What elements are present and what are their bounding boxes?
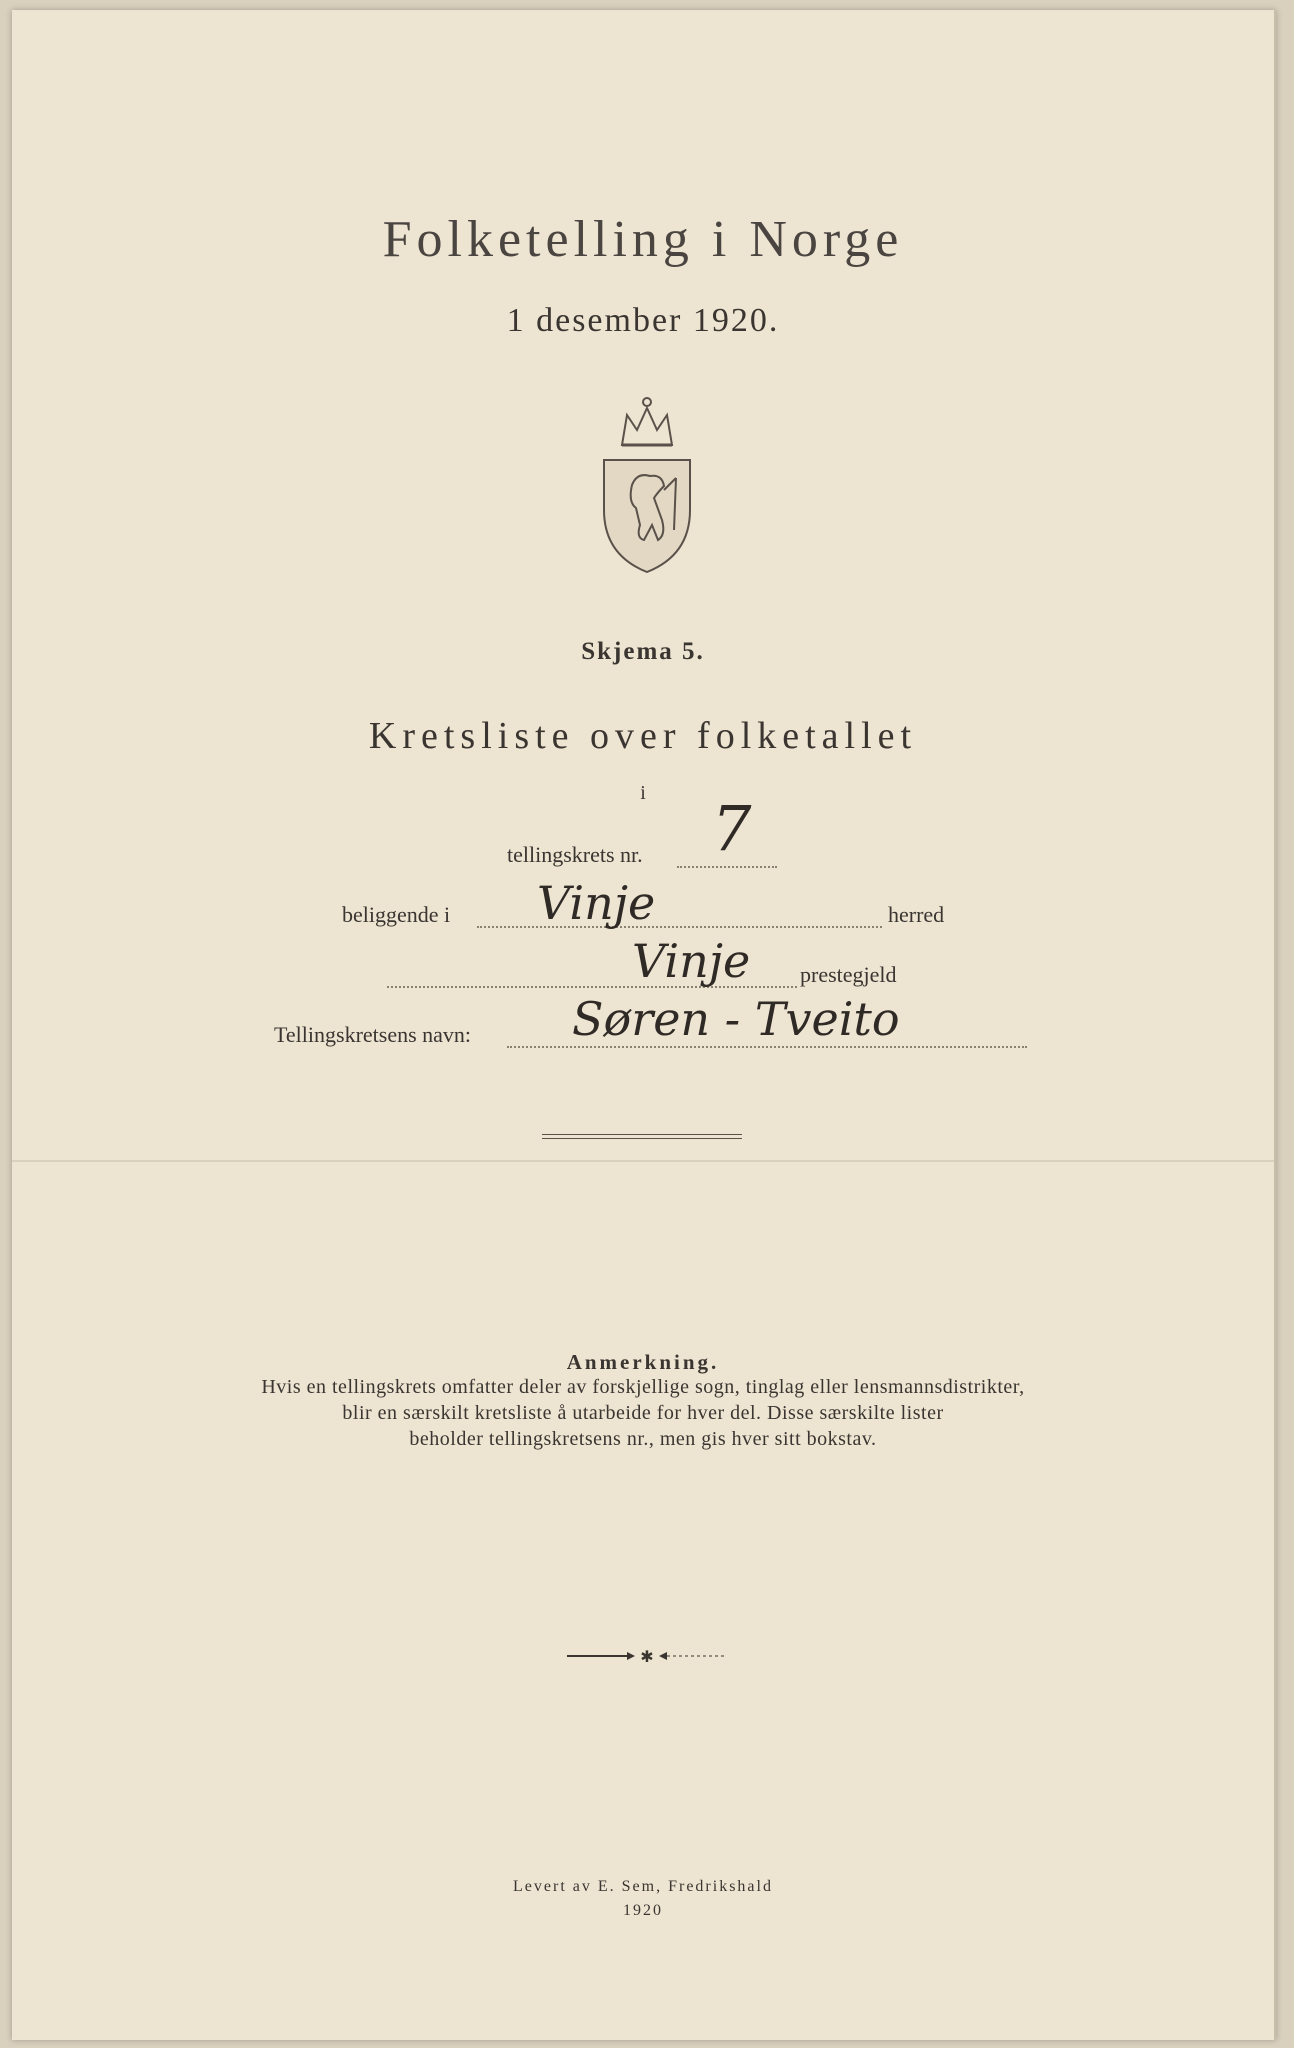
- printer-credit: Levert av E. Sem, Fredrikshald: [513, 1878, 773, 1895]
- note-line: beholder tellingskretsens nr., men gis hver sitt bokstav.: [409, 1428, 877, 1450]
- paper-fold: [12, 1160, 1274, 1162]
- parish-value: Vinje: [632, 934, 751, 988]
- located-in-label: beliggende i: [342, 902, 451, 927]
- municipality-value: Vinje: [537, 876, 656, 930]
- form-heading: Kretsliste over folketallet: [368, 715, 918, 757]
- census-form-page: [12, 10, 1276, 2040]
- svg-text:✱: ✱: [640, 1647, 654, 1666]
- divider-rule-top: [542, 1134, 742, 1135]
- parish-suffix: prestegjeld: [800, 962, 897, 987]
- divider-rule-bottom: [542, 1138, 742, 1139]
- census-date: 1 desember 1920.: [506, 302, 780, 339]
- ornament-divider-icon: [567, 1646, 727, 1666]
- district-name-label: Tellingskretsens navn:: [274, 1022, 472, 1047]
- print-year: 1920: [623, 1902, 663, 1919]
- connector-word: i: [640, 782, 646, 804]
- page-title: Folketelling i Norge: [382, 211, 904, 268]
- note-line: Hvis en tellingskrets omfatter deler av forskjellige sogn, tinglag eller lensmannsdistrikter,: [261, 1376, 1025, 1398]
- note-title: Anmerkning.: [566, 1350, 720, 1374]
- district-number-value: 7: [712, 792, 752, 865]
- municipality-suffix: herred: [888, 902, 945, 927]
- norwegian-coat-of-arms-icon: [592, 390, 702, 575]
- note-line: blir en særskilt kretsliste å utarbeide for hver del. Disse særskilte lister: [342, 1402, 944, 1424]
- district-name-value: Søren - Tveito: [572, 992, 900, 1046]
- schema-number: Skjema 5.: [581, 638, 705, 665]
- district-number-field[interactable]: [677, 866, 777, 868]
- district-number-label: tellingskrets nr.: [507, 842, 643, 867]
- district-name-field[interactable]: [507, 1046, 1027, 1048]
